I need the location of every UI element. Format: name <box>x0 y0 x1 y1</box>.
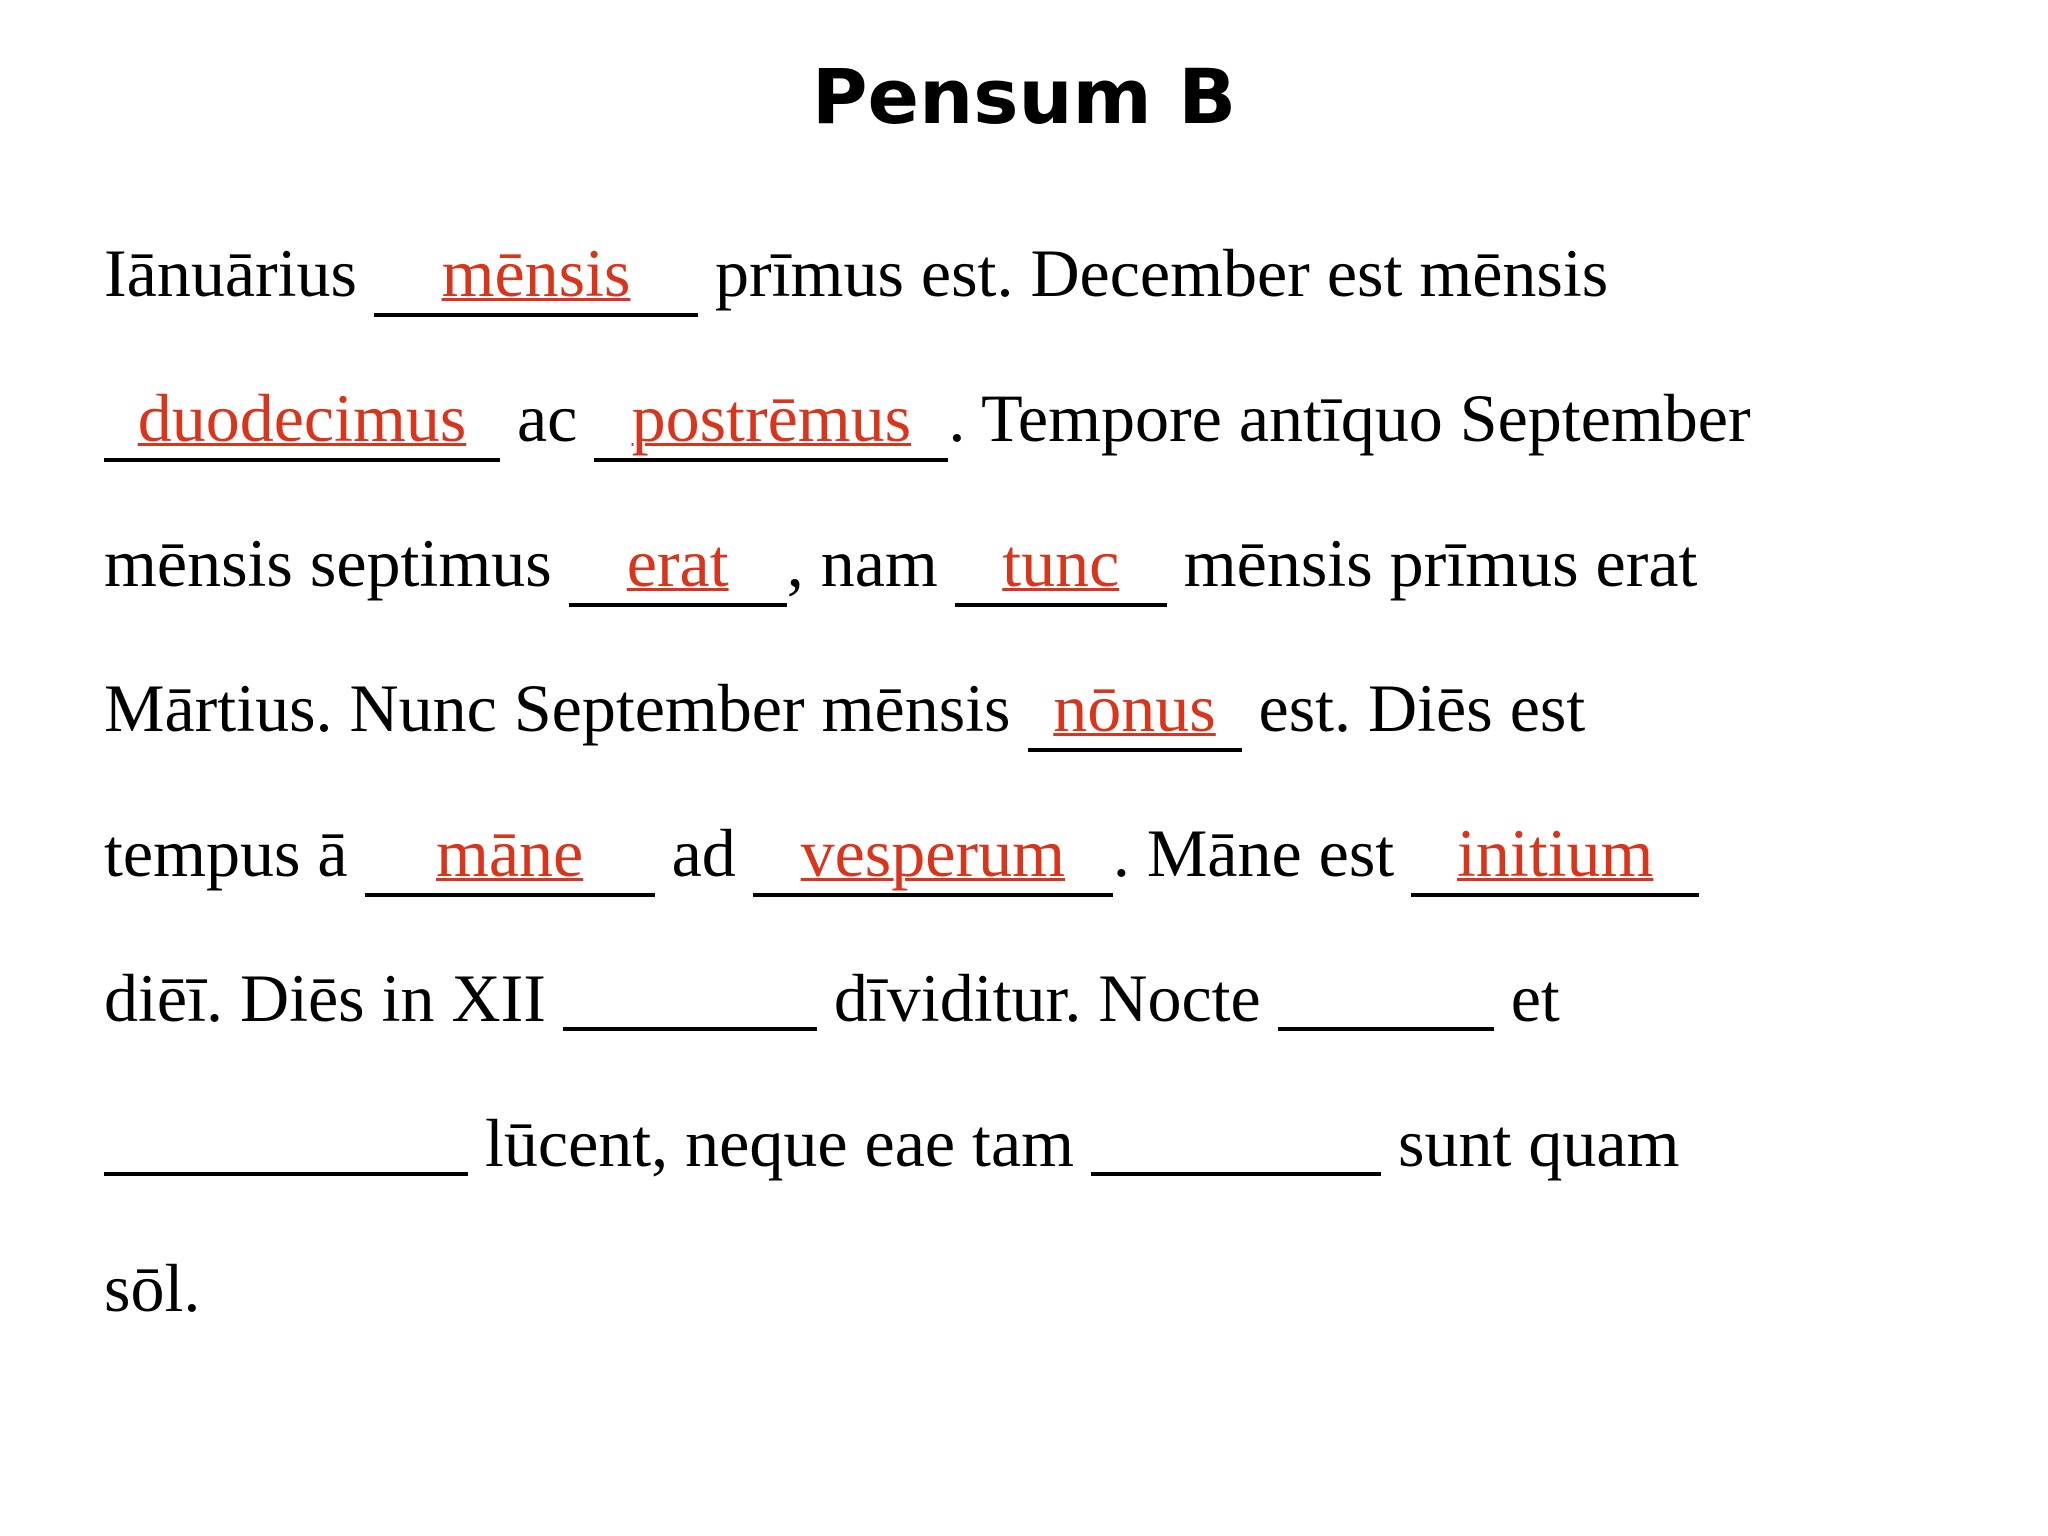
text-line-2 <box>104 345 1751 491</box>
text-segment: est. Diēs est <box>1258 670 1586 746</box>
answer-blank-8[interactable] <box>753 815 1113 891</box>
text-segment: Mārtius. Nunc September mēnsis <box>104 670 1011 746</box>
answer-blank-6[interactable] <box>1028 670 1242 746</box>
text-segment: , nam <box>786 525 938 601</box>
answer-text: nōnus <box>1053 670 1216 746</box>
answer-text: tunc <box>1002 525 1120 601</box>
answer-blank-5[interactable] <box>955 525 1167 601</box>
text-segment: mēnsis septimus <box>104 525 552 601</box>
text-segment: . Tempore antīquo September <box>948 380 1751 456</box>
text-segment: lūcent, neque eae tam <box>485 1105 1075 1181</box>
text-line-6 <box>104 925 1560 1071</box>
answer-text: mēnsis <box>441 235 631 311</box>
answer-blank-4[interactable] <box>569 525 787 601</box>
text-line-1 <box>104 200 1608 346</box>
text-segment: tempus ā <box>104 815 348 891</box>
answer-text: erat <box>626 525 729 601</box>
text-line-5 <box>104 780 1699 926</box>
answer-text: initium <box>1456 815 1654 891</box>
page-title: Pensum B <box>811 52 1237 141</box>
text-segment: sōl. <box>104 1250 201 1326</box>
text-segment: prīmus est. December est mēnsis <box>715 235 1609 311</box>
text-line-4 <box>104 635 1585 781</box>
text-segment: diēī. Diēs in XII <box>104 960 546 1036</box>
answer-blank-2[interactable] <box>104 380 500 456</box>
text-segment: Iānuārius <box>104 235 358 311</box>
text-segment: . Māne est <box>1112 815 1395 891</box>
text-segment: ad <box>671 815 736 891</box>
text-segment: et <box>1510 960 1560 1036</box>
answer-text: vesperum <box>800 815 1065 891</box>
text-line-7 <box>104 1070 1679 1216</box>
answer-text: postrēmus <box>631 380 912 456</box>
text-line-3 <box>104 490 1697 636</box>
text-segment: mēnsis prīmus erat <box>1183 525 1698 601</box>
answer-text: māne <box>435 815 584 891</box>
answer-blank-9[interactable] <box>1411 815 1699 891</box>
answer-blank-3[interactable] <box>594 380 948 456</box>
answer-blank-1[interactable] <box>374 235 698 311</box>
text-line-8 <box>104 1215 200 1361</box>
text-segment: ac <box>517 380 578 456</box>
text-segment: dīviditur. Nocte <box>833 960 1261 1036</box>
answer-text: duodecimus <box>137 380 467 456</box>
text-segment: sunt quam <box>1398 1105 1680 1181</box>
answer-blank-7[interactable] <box>365 815 655 891</box>
